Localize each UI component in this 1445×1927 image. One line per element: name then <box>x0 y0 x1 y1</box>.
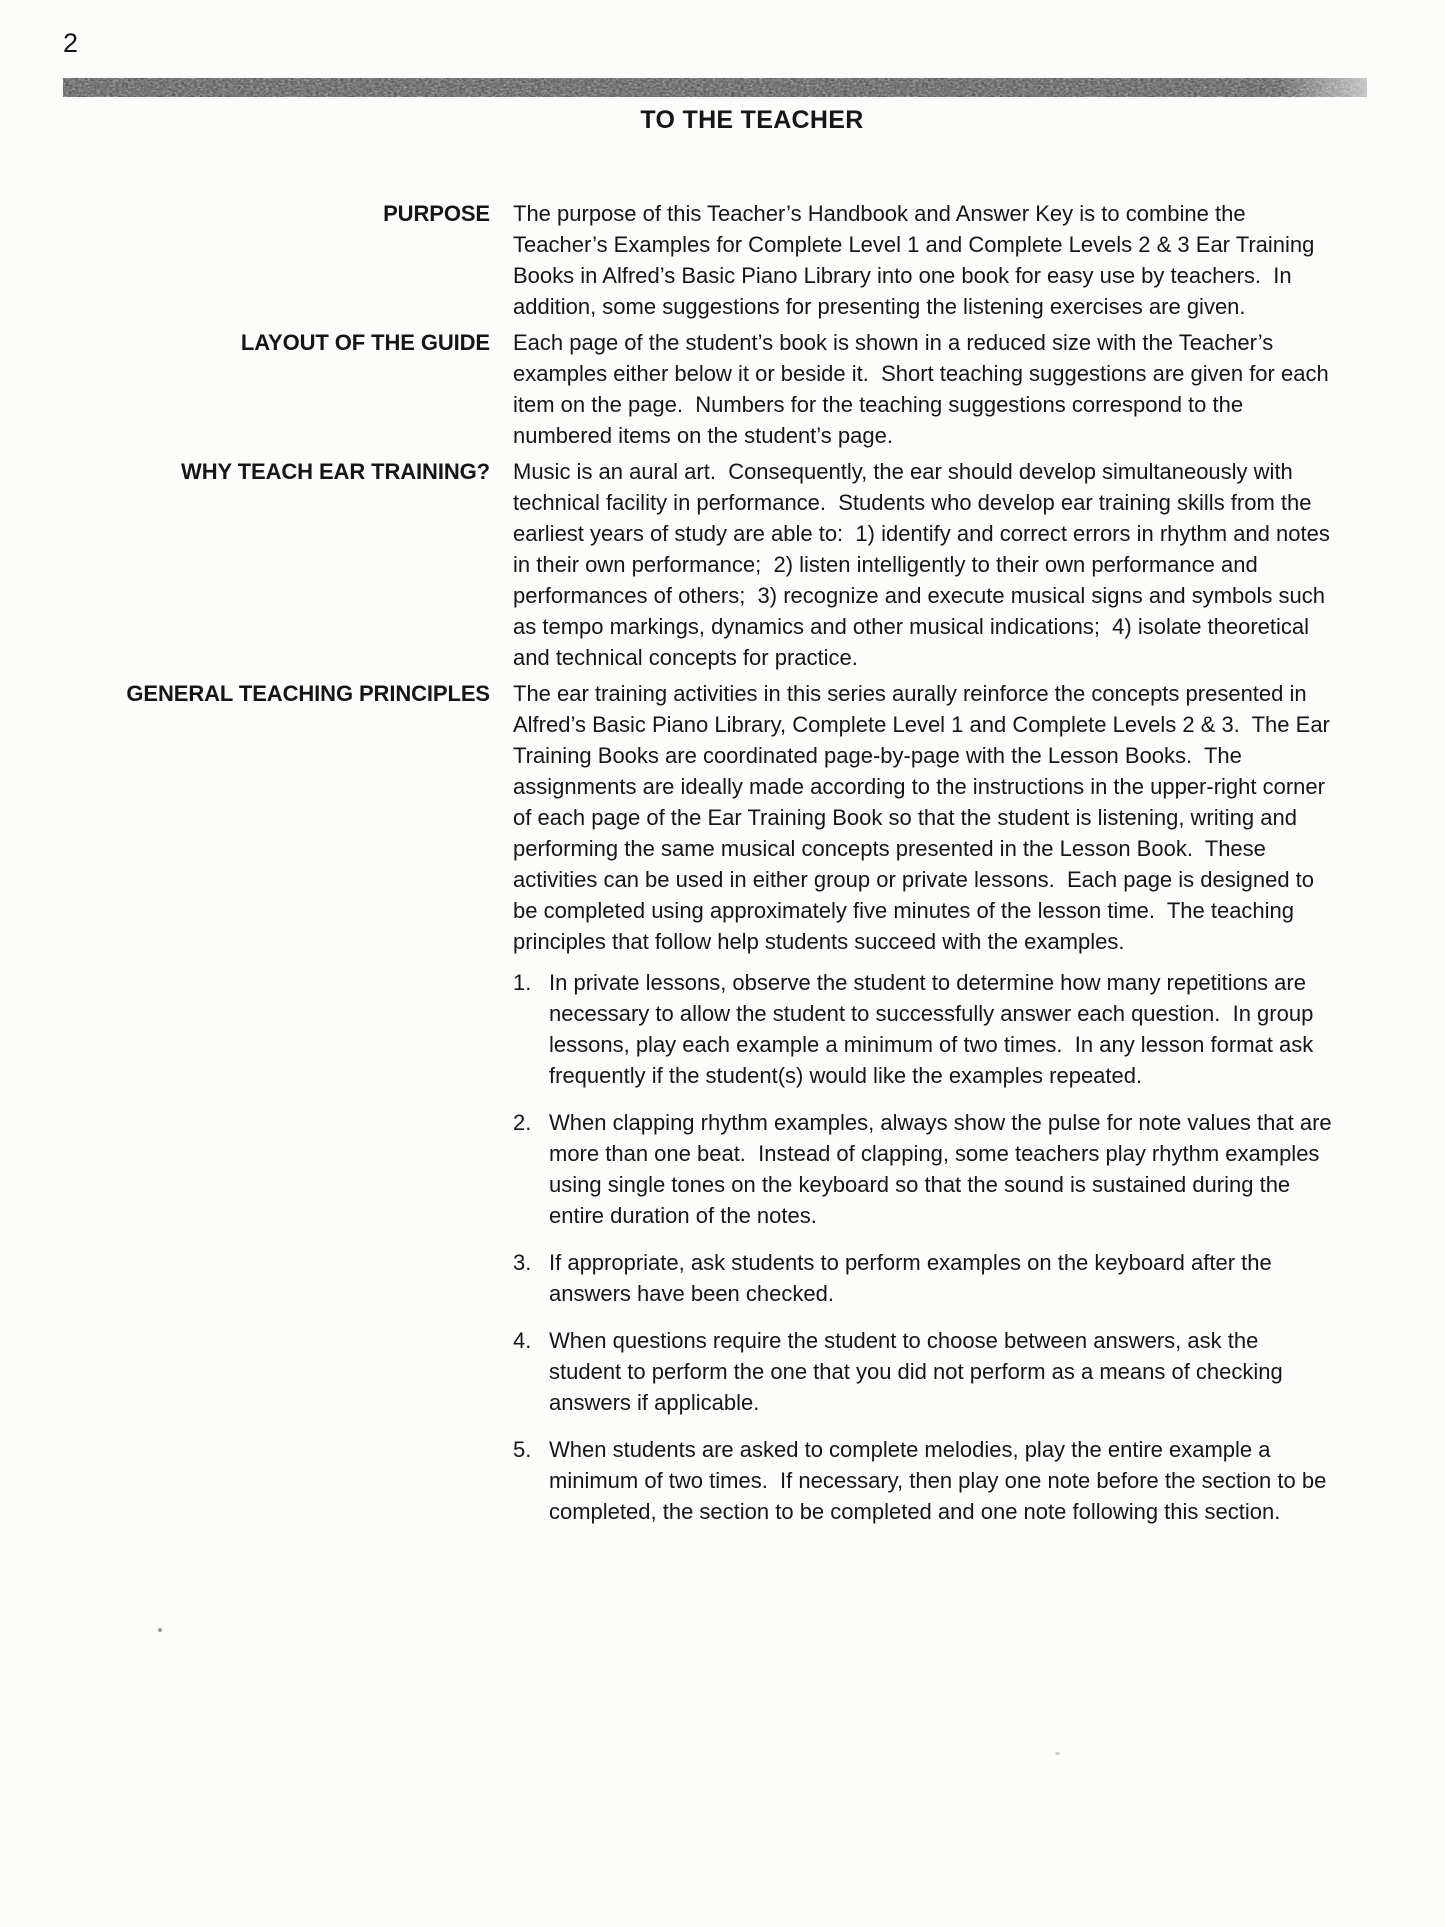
scan-speck <box>158 1628 162 1632</box>
list-item <box>513 1247 1333 1309</box>
list-item-text: In private lessons, observe the student to determine how many repetitions are necessary to allow the student to successfully answer each question. In group lessons, play each example a minimum of two times. In any lesson format ask frequently if the student(s) would like the examples repeated. <box>549 970 1320 1088</box>
section-general-teaching-principles <box>63 678 1353 957</box>
page-title: TO THE TEACHER <box>640 106 864 134</box>
section-why-teach-ear-training <box>63 456 1353 673</box>
list-item <box>513 1434 1333 1527</box>
list-item-number: 5. <box>513 1437 532 1462</box>
section-body-general-principles: The ear training activities in this series aurally reinforce the concepts presented in Alfred’s Basic Piano Library, Complete Level 1 and Complete Levels 2 & 3. The Ear Training Books are coordinated page-by-page with the Lesson Books. The assignments are ideally made according to the instructions in the upper-right corner of each page of the Ear Training Book so that the student is listening, writing and performing the same musical concepts presented in the Lesson Book. These activities can be used in either group or private lessons. Each page is designed to be completed using approximately five minutes of the lesson time. The teaching principles that follow help students succeed with the examples. <box>513 681 1336 954</box>
teaching-principles-list <box>513 967 1338 1527</box>
list-item <box>513 1107 1338 1231</box>
list-item-text: When students are asked to complete melodies, play the entire example a minimum of two times. If necessary, then play one note before the section to be completed, the section to be completed and one note following this section. <box>549 1437 1333 1524</box>
section-heading-purpose: PURPOSE <box>383 201 490 226</box>
section-body-purpose: The purpose of this Teacher’s Handbook and Answer Key is to combine the Teacher’s Examples for Complete Level 1 and Complete Levels 2 & 3 Ear Training Books in Alfred’s Basic Piano Library into one book for easy use by teachers. In addition, some suggestions for presenting the listening exercises are given. <box>513 201 1321 319</box>
section-heading-why-teach: WHY TEACH EAR TRAINING? <box>181 459 490 484</box>
section-layout-of-the-guide <box>63 327 1353 451</box>
list-item-number: 3. <box>513 1250 532 1275</box>
section-heading-layout: LAYOUT OF THE GUIDE <box>240 330 490 355</box>
page-number: 2 <box>63 28 79 58</box>
content-area <box>63 198 1353 1543</box>
list-item-text: When questions require the student to choose between answers, ask the student to perform the one that you did not perform as a means of checking answers if applicable. <box>549 1328 1289 1415</box>
list-item-number: 2. <box>513 1110 532 1135</box>
list-item-text: When clapping rhythm examples, always show the pulse for note values that are more than one beat. Instead of clapping, some teachers play rhythm examples using single tones on the keyboard so that the sound is sustained during the entire duration of the notes. <box>549 1110 1338 1228</box>
list-item-text: If appropriate, ask students to perform examples on the keyboard after the answers have been checked. <box>549 1250 1278 1306</box>
list-item-number: 1. <box>513 970 532 995</box>
decorative-band <box>63 78 1367 97</box>
list-item-number: 4. <box>513 1328 532 1353</box>
section-heading-general-principles: GENERAL TEACHING PRINCIPLES <box>126 681 490 706</box>
list-item <box>513 1325 1333 1418</box>
section-body-layout: Each page of the student’s book is shown in a reduced size with the Teacher’s examples either below it or beside it. Short teaching suggestions are given for each item on the page. Numbers for the teaching suggestions correspond to the numbered items on the student’s page. <box>513 330 1335 448</box>
section-body-why-teach: Music is an aural art. Consequently, the ear should develop simultaneously with technical facility in performance. Students who develop ear training skills from the earliest years of study are able to: 1) identify and correct errors in rhythm and notes in their own performance; 2) listen intelligently to their own performance and performances of others; 3) recognize and execute musical signs and symbols such as tempo markings, dynamics and other musical indications; 4) isolate theoretical and technical concepts for practice. <box>513 459 1336 670</box>
section-purpose <box>63 198 1353 322</box>
list-item <box>513 967 1333 1091</box>
scan-speck <box>1055 1752 1060 1755</box>
